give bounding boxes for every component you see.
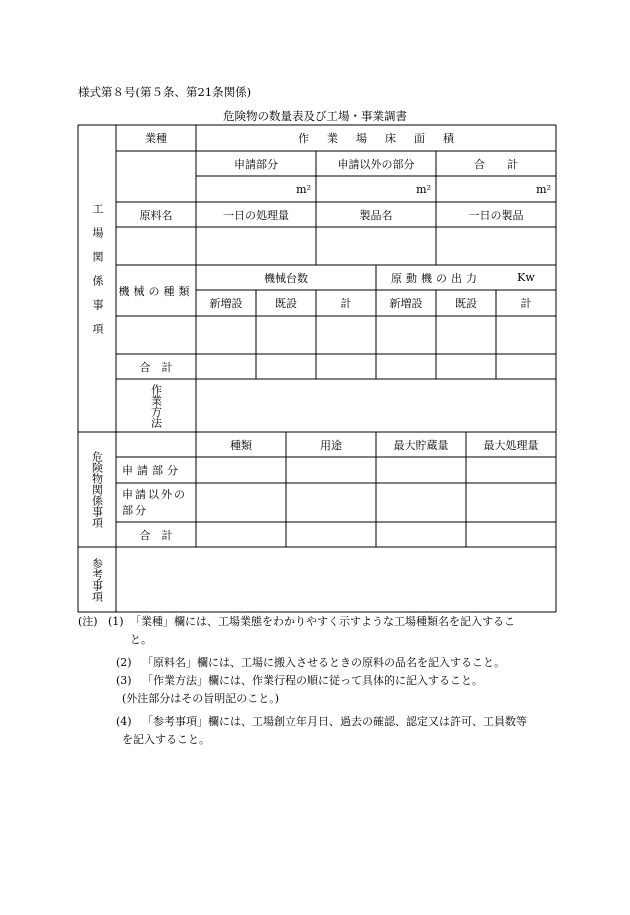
unit-m2: m² <box>296 182 311 196</box>
motor-existing-header: 既設 <box>455 297 477 310</box>
hazard-section-label: 危険物関係事項 <box>90 451 104 528</box>
kw-unit: Kw <box>517 271 535 284</box>
note-1-text-cont: と。 <box>130 633 152 646</box>
hazard-applied-row-label: 申請部分 <box>122 464 182 477</box>
unit-m2: m² <box>536 182 551 196</box>
unit-m2: m² <box>416 182 431 196</box>
note-3-mark: (3) <box>116 674 132 687</box>
note-3-text: 「作業方法」欄には、作業行程の順に従って具体的に記入すること。 <box>142 674 483 687</box>
hazard-other-row-label: 申請以外の部分 <box>122 487 187 517</box>
machine-total-header: 計 <box>340 297 352 310</box>
note-1-mark: (1) <box>108 615 124 628</box>
floor-area-header: 作業場床面積 <box>298 132 472 145</box>
work-method-label: 作業方法 <box>149 383 163 428</box>
product-name-header: 製品名 <box>359 208 393 222</box>
floor-area-total-header: 合 計 <box>474 157 518 171</box>
form-number: 様式第８号(第５条、第21条関係) <box>78 85 252 99</box>
note-1-text: 「業種」欄には、工場業態をわかりやすく示すような工場種類名を記入するこ <box>130 615 515 628</box>
hazard-use-header: 用途 <box>320 438 342 452</box>
notes-prefix: (注) <box>78 615 98 628</box>
factory-total-row-label: 合 計 <box>139 360 173 374</box>
motor-new-header: 新増設 <box>389 297 423 310</box>
daily-processing-header: 一日の処理量 <box>223 208 289 222</box>
note-4-mark: (4) <box>116 715 132 728</box>
machine-type-header: 機械の種類 <box>118 284 194 298</box>
remarks-label: 参考事項 <box>90 557 104 602</box>
machine-existing-header: 既設 <box>275 297 297 310</box>
motor-output-header: 原動機の出力 <box>391 271 481 285</box>
hazard-max-storage-header: 最大貯蔵量 <box>393 438 449 452</box>
hazard-max-processing-header: 最大処理量 <box>483 438 539 452</box>
genryo-header: 原料名 <box>139 208 173 222</box>
note-4-text: 「参考事項」欄には、工場創立年月日、過去の確認、認定又は許可、工員数等 <box>142 715 527 728</box>
daily-product-header: 一日の製品 <box>468 208 524 222</box>
note-2-mark: (2) <box>116 656 132 669</box>
gyoshu-header: 業種 <box>145 132 167 145</box>
motor-total-header: 計 <box>520 297 532 310</box>
document-title: 危険物の数量表及び工場・事業調書 <box>223 109 407 123</box>
note-2-text: 「原料名」欄には、工場に搬入させるときの原料の品名を記入すること。 <box>142 656 505 669</box>
machine-new-header: 新増設 <box>209 297 243 310</box>
hazard-kind-header: 種類 <box>230 438 252 452</box>
floor-area-other-header: 申請以外の部分 <box>337 157 415 171</box>
factory-section-label: 工場関係事項 <box>91 203 104 347</box>
note-3-text-cont: (外注部分はその旨明記のこと。) <box>122 692 280 705</box>
hazard-total-row-label: 合 計 <box>139 528 173 542</box>
machine-count-header: 機械台数 <box>264 271 308 285</box>
floor-area-applied-header: 申請部分 <box>234 157 278 171</box>
note-4-text-cont: を記入すること。 <box>122 733 210 746</box>
